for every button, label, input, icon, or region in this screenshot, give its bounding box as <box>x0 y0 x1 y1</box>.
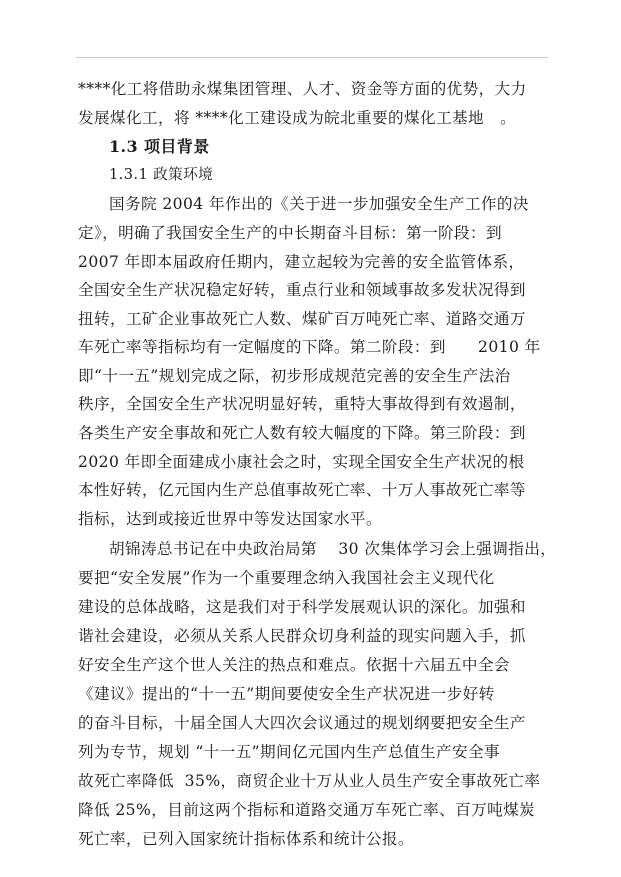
text-line: 定》，明确了我国安全生产的中长期奋斗目标：第一阶段：到 <box>78 224 503 242</box>
text-line: 扭转，工矿企业事故死亡人数、煤矿百万吨死亡率、道路交通万 <box>78 310 526 328</box>
text-line: ****化工将借助永煤集团管理、人才、资金等方面的优势，大力 <box>78 80 527 98</box>
text-line: 故死亡率降低 35%，商贸企业十万从业人员生产安全事故死亡率 <box>78 772 541 790</box>
text-line: 列为专节，规划 “十一五”期间亿元国内生产总值生产安全事 <box>78 743 500 761</box>
text-line: 好安全生产这个世人关注的热点和难点。依据十六届五中全会 <box>78 656 510 674</box>
text-line: 发展煤化工，将 ****化工建设成为皖北重要的煤化工基地 。 <box>78 109 517 127</box>
text-line: 本性好转，亿元国内生产总值事故死亡率、十万人事故死亡率等 <box>78 481 526 499</box>
text-line: 指标，达到或接近世界中等发达国家水平。 <box>78 510 382 528</box>
text-line: 2020 年即全面建成小康社会之时，实现全国安全生产状况的根 <box>78 453 525 471</box>
text-line: 死亡率，已列入国家统计指标体系和统计公报。 <box>78 830 414 848</box>
text-line: 降低 25%，目前这两个指标和道路交通万车死亡率、百万吨煤炭 <box>78 801 536 819</box>
text-line: 谐社会建设，必须从关系人民群众切身利益的现实问题入手，抓 <box>78 627 526 645</box>
text-line: 国务院 2004 年作出的《关于进一步加强安全生产工作的决 <box>109 195 529 213</box>
text-line: 要把“安全发展”作为一个重要理念纳入我国社会主义现代化 <box>78 569 495 587</box>
text-line: 全国安全生产状况稳定好转，重点行业和领域事故多发状况得到 <box>78 281 526 299</box>
text-line: 《建议》提出的“十一五”期间要使安全生产状况进一步好转 <box>78 685 495 703</box>
text-line: 胡锦涛总书记在中央政治局第 30 次集体学习会上强调指出， <box>109 540 557 558</box>
text-line: 的奋斗目标，十届全国人大四次会议通过的规划纲要把安全生产 <box>78 714 526 732</box>
header-rule <box>76 57 548 58</box>
text-line: 即“十一五”规划完成之际，初步形成规范完善的安全生产法治 <box>78 367 511 385</box>
text-line: 2007 年即本届政府任期内，建立起较为完善的安全监管体系， <box>78 253 525 271</box>
text-line: 各类生产安全事故和死亡人数有较大幅度的下降。第三阶段：到 <box>78 424 526 442</box>
text-line: 建设的总体战略，这是我们对于科学发展观认识的深化。加强和 <box>78 598 526 616</box>
text-line: 车死亡率等指标均有一定幅度的下降。第二阶段：到 2010 年 <box>78 338 541 356</box>
section-heading-1-3: 1.3 项目背景 <box>109 137 210 156</box>
text-line: 秩序，全国安全生产状况明显好转，重特大事故得到有效遏制， <box>78 395 526 413</box>
subsection-heading-1-3-1: 1.3.1 政策环境 <box>109 166 214 183</box>
